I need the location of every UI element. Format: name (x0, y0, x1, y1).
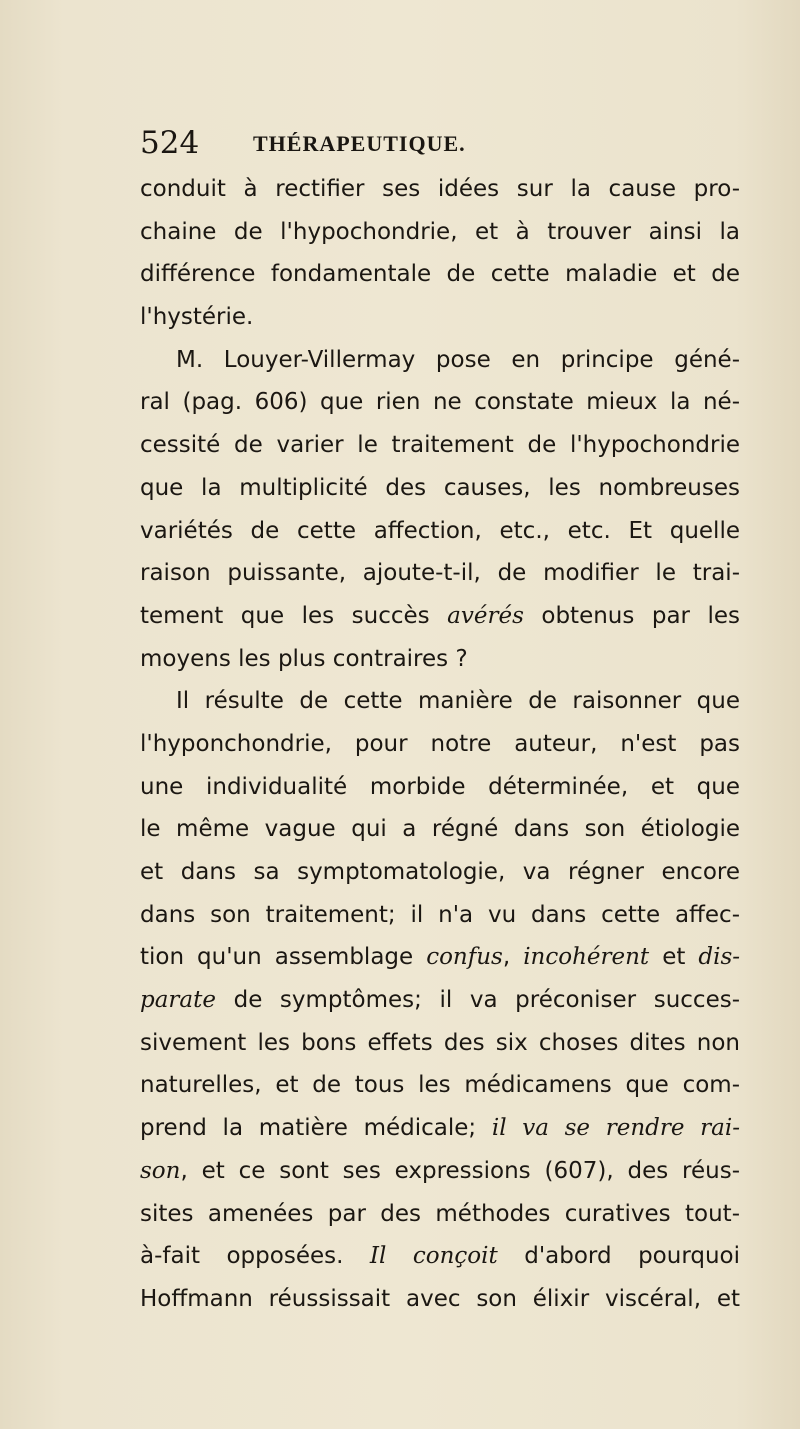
text-line: ral (pag. 606) que rien ne constate mieux la né- (140, 389, 740, 416)
italic-text: confus (426, 944, 503, 971)
text-segment: prend la matière médicale; (140, 1115, 477, 1142)
italic-text: dis- (698, 944, 741, 971)
text-line-mixed (140, 1235, 740, 1278)
italic-text: Il conçoit (369, 1243, 498, 1270)
italic-text: parate (140, 987, 216, 1014)
text-line: M. Louyer-Villermay pose en principe géné- (176, 346, 740, 373)
running-title: THÉRAPEUTIQUE. (253, 131, 466, 156)
text-line: et dans sa symptomatologie, va régner encore (140, 859, 740, 885)
page-number: 524 (140, 125, 200, 161)
text-line-mixed: tion qu'un assemblage confus, incohérent et dis- (140, 944, 741, 971)
text-line: variétés de cette affection, etc., etc. Et quelle (140, 517, 740, 544)
text-line: dans son traitement; il n'a vu dans cette affec- (140, 901, 740, 928)
text-line: naturelles, et de tous les médicamens que com- (140, 1072, 740, 1099)
text-segment: et (662, 944, 686, 971)
text-line-mixed (140, 1107, 740, 1150)
page-header (140, 123, 740, 163)
text-line: l'hyponchondrie, pour notre auteur, n'est pas (140, 730, 740, 757)
text-segment: d'abord pourquoi (524, 1243, 741, 1270)
text-line: chaine de l'hypochondrie, et à trouver ainsi la (140, 218, 740, 245)
text-line-mixed (140, 595, 740, 638)
text-line: conduit à rectifier ses idées sur la cause pro- (140, 176, 740, 202)
text-line: différence fondamentale de cette maladie et de (140, 261, 740, 288)
text-line: sivement les bons effets des six choses dites non (140, 1029, 740, 1056)
text-line-mixed (140, 1150, 740, 1193)
italic-text: il va se rendre rai- (491, 1115, 740, 1142)
italic-text: incohérent (523, 944, 650, 971)
text-line-mixed (140, 979, 740, 1022)
text-line: le même vague qui a régné dans son étiologie (140, 816, 740, 843)
italic-text: son (140, 1157, 181, 1184)
text-segment: tion qu'un assemblage (140, 944, 414, 971)
text-segment: à-fait opposées. (140, 1243, 344, 1270)
text-segment: tement que les succès (140, 602, 430, 629)
text-line: Il résulte de cette manière de raisonner que (176, 688, 740, 715)
text-segment: , et ce sont ses expressions (607), des réus- (180, 1157, 740, 1184)
text-line: une individualité morbide déterminée, et que (140, 773, 740, 800)
text-line: sites amenées par des méthodes curatives tout- (140, 1200, 740, 1227)
text-line: cessité de varier le traitement de l'hypochondrie (140, 432, 740, 459)
text-line: moyens les plus contraires ? (140, 645, 468, 672)
text-segment: de symptômes; il va préconiser succes- (233, 987, 740, 1014)
text-line: raison puissante, ajoute-t-il, de modifier le trai- (140, 560, 740, 587)
text-line: que la multiplicité des causes, les nombreuses (140, 474, 740, 501)
text-segment: obtenus par les (541, 602, 741, 629)
italic-text: avérés (447, 602, 524, 629)
body-text (140, 168, 740, 1321)
text-line: l'hystérie. (140, 304, 254, 331)
text-line: Hoffmann réussissait avec son élixir viscéral, et (140, 1285, 740, 1312)
